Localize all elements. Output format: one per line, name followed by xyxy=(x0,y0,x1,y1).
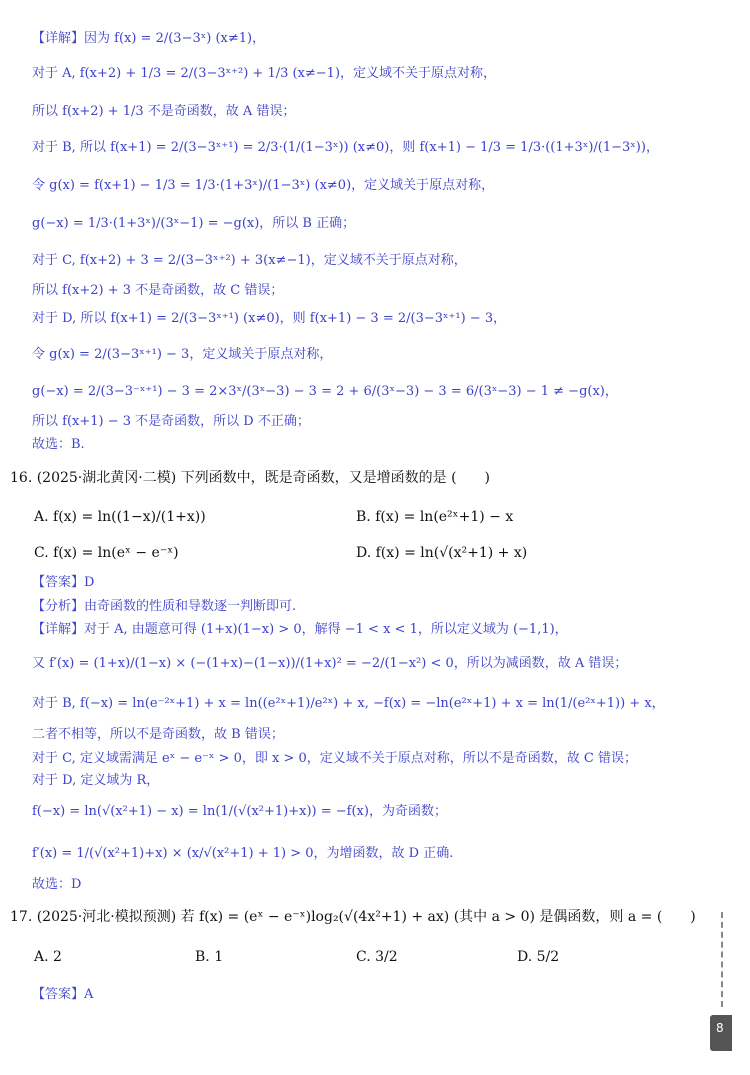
solution-line: 【详解】因为 f(x) = 2/(3−3ˣ) (x≠1)， xyxy=(32,31,266,46)
option-b: B. f(x) = ln(e²ˣ+1) − x xyxy=(356,509,514,525)
question-stem: 17. (2025·河北·模拟预测) 若 f(x) = (eˣ − e⁻ˣ)log₂(√(4x²+1) + ax) (其中 a > 0) 是偶函数，则 a = ( ) xyxy=(10,909,696,925)
margin-dash-line xyxy=(721,912,723,1007)
option-d: D. f(x) = ln(√(x²+1) + x) xyxy=(356,545,528,561)
option-a: A. f(x) = ln((1−x)/(1+x)) xyxy=(34,509,206,525)
option-b: B. 1 xyxy=(195,949,224,965)
solution-line: g(−x) = 1/3·(1+3ˣ)/(3ˣ−1) = −g(x)，所以 B 正确； xyxy=(32,216,356,231)
solution-line: 故选：B. xyxy=(32,437,85,452)
page-number-tab xyxy=(710,1015,732,1051)
solution-line: 对于 D, 所以 f(x+1) = 2/(3−3ˣ⁺¹) (x≠0)，则 f(x+1) − 3 = 2/(3−3ˣ⁺¹) − 3， xyxy=(32,311,507,326)
option-c: C. 3/2 xyxy=(356,949,398,965)
option-c: C. f(x) = ln(eˣ − e⁻ˣ) xyxy=(34,545,179,561)
solution-line: 又 f′(x) = (1+x)/(1−x) × (−(1+x)−(1−x))/(1+x)² = −2/(1−x²) < 0，所以为减函数，故 A 错误； xyxy=(32,656,628,671)
solution-line: 对于 C, f(x+2) + 3 = 2/(3−3ˣ⁺²) + 3(x≠−1)，定义域不关于原点对称， xyxy=(32,253,467,268)
analysis-line: 【分析】由奇函数的性质和导数逐一判断即可. xyxy=(32,599,297,614)
solution-line: 令 g(x) = 2/(3−3ˣ⁺¹) − 3，定义域关于原点对称， xyxy=(32,347,333,362)
solution-line: 令 g(x) = f(x+1) − 1/3 = 1/3·(1+3ˣ)/(1−3ˣ) (x≠0)，定义域关于原点对称， xyxy=(32,178,495,193)
solution-line: 所以 f(x+2) + 1/3 不是奇函数，故 A 错误； xyxy=(32,104,296,119)
solution-line: 所以 f(x+1) − 3 不是奇函数，所以 D 不正确； xyxy=(32,414,310,429)
solution-line: 对于 D, 定义域为 R， xyxy=(32,773,160,788)
solution-line: 对于 A, f(x+2) + 1/3 = 2/(3−3ˣ⁺²) + 1/3 (x≠−1)，定义域不关于原点对称， xyxy=(32,66,497,81)
solution-line: 故选：D xyxy=(32,877,82,892)
solution-line: f′(x) = 1/(√(x²+1)+x) × (x/√(x²+1) + 1) > 0，为增函数，故 D 正确. xyxy=(32,846,454,861)
solution-line: g(−x) = 2/(3−3⁻ˣ⁺¹) − 3 = 2×3ˣ/(3ˣ−3) − 3 = 2 + 6/(3ˣ−3) − 3 = 6/(3ˣ−3) − 1 ≠ −g(x)， xyxy=(32,384,618,399)
solution-line: 对于 B, f(−x) = ln(e⁻²ˣ+1) + x = ln((e²ˣ+1)/e²ˣ) + x, −f(x) = −ln(e²ˣ+1) + x = ln(1/(e²ˣ+1)) + x， xyxy=(32,696,665,711)
solution-line: 对于 B, 所以 f(x+1) = 2/(3−3ˣ⁺¹) = 2/3·(1/(1−3ˣ)) (x≠0)，则 f(x+1) − 1/3 = 1/3·((1+3ˣ)/(1−3ˣ))， xyxy=(32,140,659,155)
option-d: D. 5/2 xyxy=(517,949,560,965)
page-number: 8 xyxy=(716,1021,724,1035)
answer-line: 【答案】D xyxy=(32,575,95,590)
solution-line: 对于 C, 定义域需满足 eˣ − e⁻ˣ > 0，即 x > 0，定义域不关于原点对称，所以不是奇函数，故 C 错误； xyxy=(32,751,637,766)
answer-line: 【答案】A xyxy=(32,987,94,1002)
option-a: A. 2 xyxy=(34,949,62,965)
solution-line: 【详解】对于 A, 由题意可得 (1+x)(1−x) > 0，解得 −1 < x < 1，所以定义域为 (−1,1)， xyxy=(32,622,568,637)
solution-line: 二者不相等，所以不是奇函数，故 B 错误； xyxy=(32,727,284,742)
solution-line: f(−x) = ln(√(x²+1) − x) = ln(1/(√(x²+1)+x)) = −f(x)，为奇函数； xyxy=(32,804,447,819)
question-stem: 16. (2025·湖北黄冈·二模) 下列函数中，既是奇函数，又是增函数的是 ( ) xyxy=(10,470,490,486)
solution-line: 所以 f(x+2) + 3 不是奇函数，故 C 错误； xyxy=(32,283,284,298)
